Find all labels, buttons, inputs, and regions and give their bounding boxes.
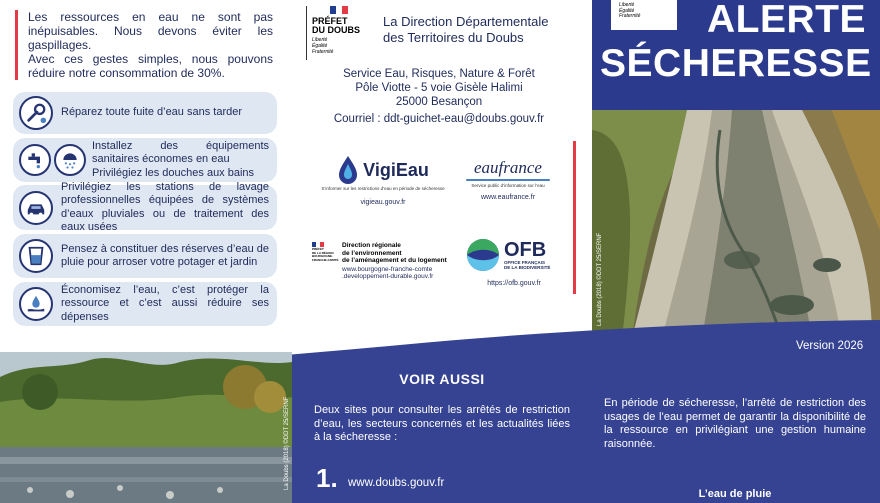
car-icon <box>19 191 53 225</box>
prefet-divider <box>306 6 307 60</box>
dry-river-photo <box>592 110 880 338</box>
arrete-text: En période de sécheresse, l’arrêté de restriction des usages de l’eau permet de garantir la disponibilité de la ressource en privilégiant une gestion humaine raisonnée. <box>604 397 866 450</box>
tip-text: Réparez toute fuite d’eau sans tarder <box>61 106 243 119</box>
eaufrance-logo[interactable] <box>458 158 558 210</box>
title-alerte: ALERTE <box>707 0 866 41</box>
tip-text: Privilégiez les stations de lavage professionnelles équipées de systèmes d’eaux pluviales ou de traitement des eaux usées <box>61 180 269 233</box>
eaufrance-url[interactable]: www.eaufrance.fr <box>480 194 536 201</box>
prefet-motto: Liberté Égalité Fraternité <box>312 37 334 55</box>
prefet-logo <box>312 6 382 68</box>
tip-text: Économisez l’eau, c’est protéger la ressource et c’est aussi réduire ses dépenses <box>61 283 269 323</box>
republique-mini-logo: Liberté Égalité Fraternité <box>611 0 677 30</box>
tip-card-equipment <box>13 138 277 182</box>
ofb-logo[interactable]: OFB OFFICE FRANÇAIS DE LA BIODIVERSITÉ https://ofb.gouv.fr <box>466 238 562 290</box>
version-label: Version 2026 <box>796 340 864 352</box>
tip-text: Pensez à constituer des réserves d’eau de pluie pour arroser votre potager et jardin <box>61 242 269 268</box>
title-secheresse: SÉCHERESSE <box>600 42 872 85</box>
eau-de-pluie-heading: L’eau de pluie <box>698 488 772 500</box>
vigieau-name: VigiEau <box>363 159 429 180</box>
french-flag <box>330 6 348 14</box>
eaufrance-name: eaufrance <box>474 158 542 177</box>
river-photo-credit: La Doubs (2018) ©DDT 25/SERNF <box>597 232 603 326</box>
doubs-gouv-link[interactable]: www.doubs.gouv.fr <box>348 477 445 489</box>
service-address: Service Eau, Risques, Nature & Forêt Pôle Viotte - 5 voie Gisèle Halimi 25000 Besançon <box>343 68 535 108</box>
dreal-logo[interactable] <box>312 242 460 288</box>
vigieau-url[interactable]: vigieau.gouv.fr <box>360 199 406 206</box>
wrench-icon <box>19 96 53 130</box>
voir-aussi-title: VOIR AUSSI <box>399 371 485 387</box>
water-glass-icon <box>19 239 53 273</box>
eaufrance-tagline: Service public d’information sur l’eau <box>471 183 545 188</box>
intro-line-1: Les ressources en eau ne sont pas inépuisables. Nous devons éviter les gaspillages. <box>28 10 273 52</box>
lake-photo-credit: La Doubs (2018) ©DDT 25/SERNF <box>284 396 290 490</box>
intro-text <box>15 10 273 80</box>
shower-icon <box>54 144 86 176</box>
dreal-text: Direction régionale de l’environnement de l’aménagement et du logement www.bourgogne-franche-comte .developpement-durable.gouv.fr <box>342 242 447 280</box>
tip-text: Installez des équipements sanitaires économes en eau Privilégiez les douches aux bains <box>92 139 269 179</box>
tip-card-leak <box>13 92 277 134</box>
ofb-emblem-icon <box>466 238 500 272</box>
vigieau-tagline: S’informer sur les restrictions d’eau en période de sécheresse <box>321 186 445 191</box>
faucet-icon <box>19 143 86 177</box>
dreal-prefet-block: PRÉFET DE LA RÉGION BOURGOGNE- FRANCHE-COMTÉ <box>312 242 342 288</box>
courriel-email[interactable]: Courriel : ddt-guichet-eau@doubs.gouv.fr <box>333 113 545 125</box>
prefet-name-2: DU DOUBS <box>312 25 361 35</box>
prefet-name-1: PRÉFET <box>312 16 348 26</box>
tip-card-car-wash <box>13 180 277 233</box>
direction-name: La Direction Départementale des Territoires du Doubs <box>383 14 549 45</box>
voir-aussi-text: Deux sites pour consulter les arrêtés de restriction d’eau, les secteurs concernés et les actualités liées à la sécheresse : <box>314 404 570 443</box>
tip-card-rainwater <box>13 234 277 278</box>
center-red-bar <box>573 141 576 294</box>
vigieau-logo[interactable] <box>312 154 454 210</box>
ofb-url[interactable]: https://ofb.gouv.fr <box>487 280 541 287</box>
hand-water-icon <box>19 287 53 321</box>
water-drop-icon <box>337 155 359 185</box>
river-bank-photo <box>0 352 292 503</box>
ofb-name: OFB <box>504 239 547 261</box>
site-number: 1. <box>316 463 338 493</box>
intro-line-2: Avec ces gestes simples, nous pouvons réduire notre consommation de 30%. <box>28 52 273 80</box>
